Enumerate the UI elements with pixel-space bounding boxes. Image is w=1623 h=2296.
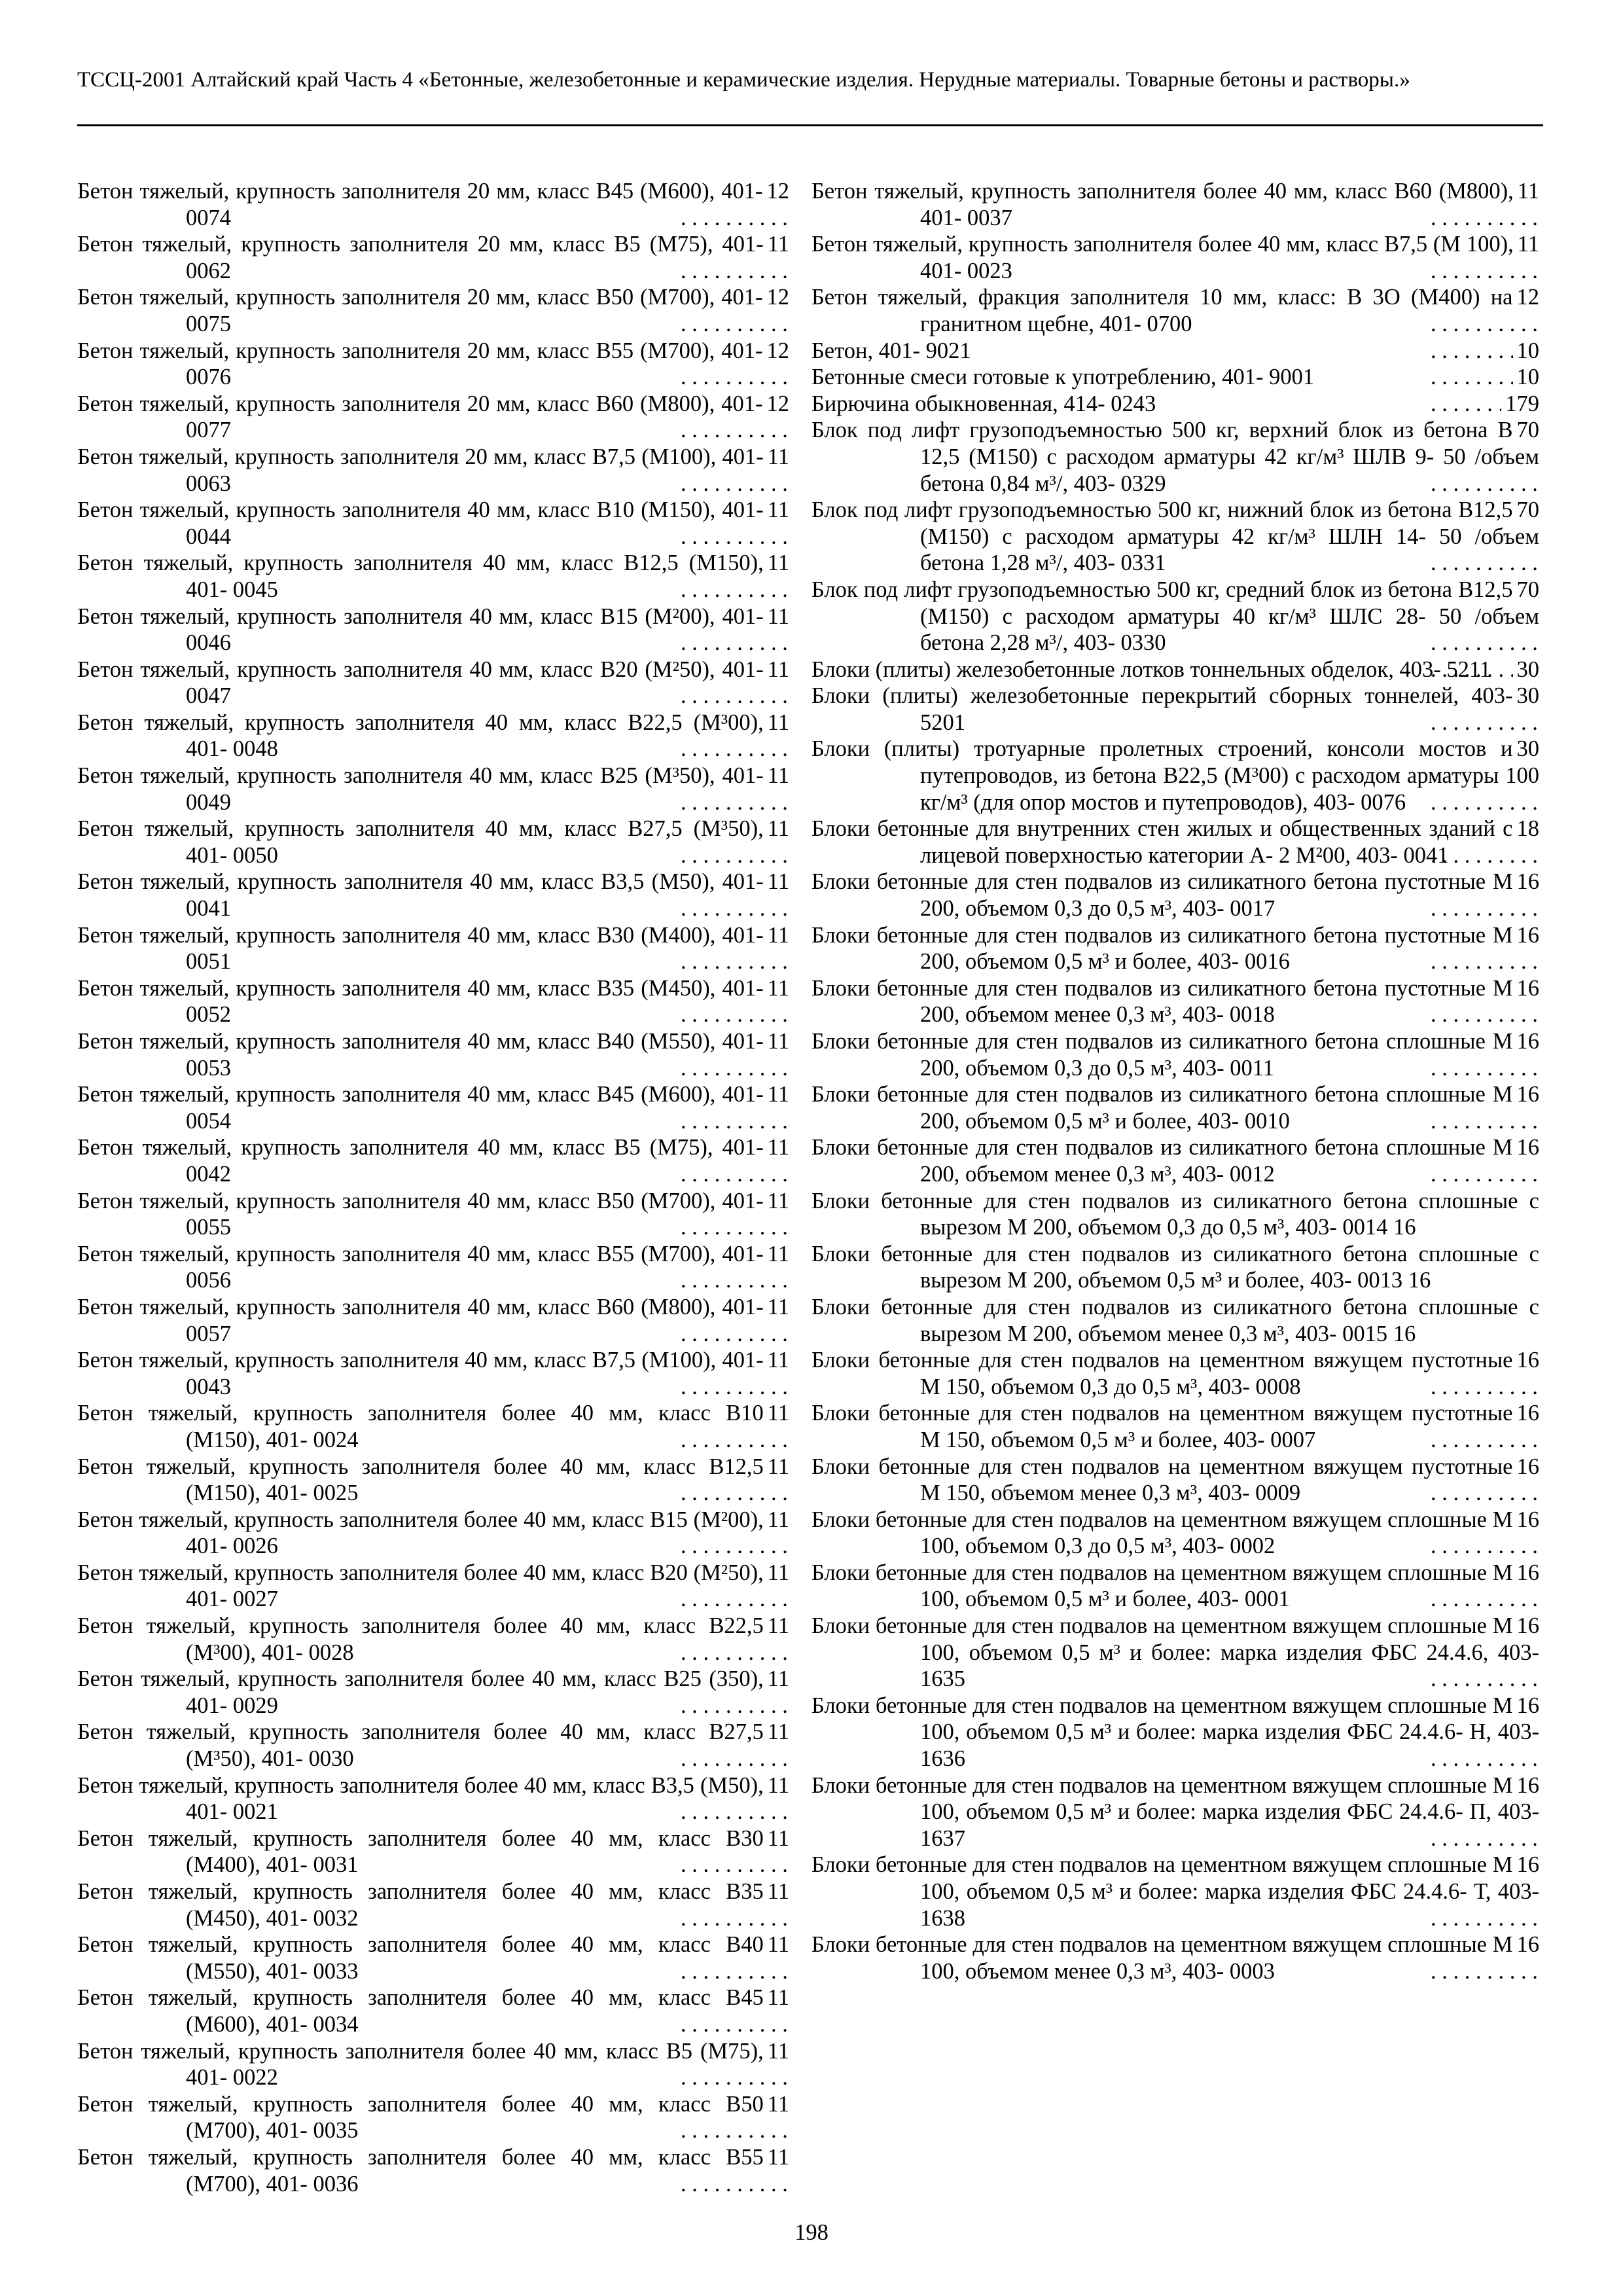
index-entry-page: 16 [1513,922,1540,949]
index-entry-text: Бетон тяжелый, крупность заполнителя более 40 мм, класс В15 (М²00), 401- 0026 [77,1507,764,1559]
index-entry [77,444,789,497]
index-entry-text: Блоки бетонные для стен подвалов из силикатного бетона сплошные М 200, объемом менее 0,3 м³, 403- 0012 [812,1135,1513,1187]
index-column-right [812,178,1539,1984]
index-entry-page: 16 [1513,1931,1540,1958]
index-entry [77,709,789,762]
index-entry [812,391,1539,418]
index-entry [77,1666,789,1719]
index-entry-text: Бетон тяжелый, крупность заполнителя 40 мм, класс В30 (М400), 401- 0051 [77,922,764,975]
index-entry-page: 11 [764,922,789,949]
index-entry [77,2144,789,2197]
index-entry-page: 12 [763,178,790,205]
index-entry [812,1560,1539,1613]
index-entry-text: Бетон тяжелый, крупность заполнителя более 40 мм, класс В5 (М75), 401- 0022 [77,2038,764,2090]
index-entry [77,1560,789,1613]
index-entry-page: 12 [763,338,790,365]
index-entry-text: Бетон тяжелый, крупность заполнителя 40 мм, класс В55 (М700), 401- 0056 [77,1241,764,1293]
index-entry [812,577,1539,656]
index-entry [77,922,789,975]
index-entry-page: 16 [1513,1613,1540,1640]
index-entry [77,1400,789,1453]
index-entry [812,364,1539,391]
index-entry-text: Блоки бетонные для стен подвалов из силикатного бетона пустотные М 200, объемом 0,3 до 0,5 м³, 403- 0017 [812,869,1513,922]
index-entry-text: Бетон тяжелый, крупность заполнителя 40 мм, класс В5 (М75), 401- 0042 [77,1135,764,1187]
index-entry-text: Бетон тяжелый, крупность заполнителя 40 мм, класс В15 (М²00), 401- 0046 [77,603,764,656]
index-entry [812,497,1539,577]
index-entry-text: Бетон тяжелый, крупность заполнителя более 40 мм, класс В50 (М700), 401- 0035 [77,2091,764,2144]
index-entry-text: Блоки (плиты) тротуарные пролетных строений, консоли мостов и путепроводов, из бетона В22,5 (М³00) с расходом арматуры 100 кг/м³ (для опор мостов и путепроводов), 403- 0076 [812,736,1539,815]
index-entry-page: 12 [763,391,790,418]
index-entry [812,736,1539,816]
index-entry-page: 11 [764,1241,789,1268]
index-entry-page: 11 [1514,231,1539,258]
index-entry [77,231,789,284]
index-entry [77,1454,789,1507]
index-entry [77,656,789,709]
index-entry [77,550,789,603]
index-entry-page: 11 [764,1825,789,1852]
index-entry-page: 11 [764,1134,789,1161]
index-entry [812,417,1539,497]
index-entry-text: Блоки бетонные для стен подвалов из силикатного бетона сплошные М 200, объемом 0,3 до 0,5 м³, 403- 0011 [812,1029,1513,1081]
index-entry-page: 11 [764,1666,789,1693]
index-entry [812,231,1539,284]
index-entry-text: Бетон тяжелый, крупность заполнителя более 40 мм, класс В3,5 (М50), 401- 0021 [77,1772,764,1825]
index-entry-text: Бетон тяжелый, крупность заполнителя более 40 мм, класс В7,5 (М 100), 401- 0023 [812,232,1514,283]
index-entry-page: 11 [764,869,789,895]
index-entry [77,1613,789,1666]
index-entry-text: Бетон тяжелый, крупность заполнителя более 40 мм, класс В40 (М550), 401- 0033 [77,1932,764,1984]
index-entry-page: 11 [764,1454,789,1480]
index-entry-page: 11 [764,231,789,258]
index-entry-page: 11 [764,1028,789,1055]
index-entry [812,1693,1539,1772]
index-entry [77,1984,789,2037]
index-entry-page: 16 [1513,1852,1540,1878]
index-entry-text: Бетон тяжелый, крупность заполнителя 20 мм, класс В5 (М75), 401- 0062 [77,232,764,283]
index-entry-page: 11 [764,1984,789,2011]
index-entry-text: Бетон тяжелый, крупность заполнителя 20 мм, класс В45 (М600), 401- 0074 [77,179,763,230]
index-entry-text: Бетон тяжелый, крупность заполнителя 40 мм, класс В7,5 (М100), 401- 0043 [77,1348,764,1399]
index-entry [812,1347,1539,1400]
index-entry [77,603,789,656]
index-entry-text: Бетон тяжелый, крупность заполнителя 40 мм, класс В45 (М600), 401- 0054 [77,1082,764,1134]
index-entry [77,1347,789,1400]
index-entry-text: Бетон тяжелый, крупность заполнителя более 40 мм, класс В27,5 (М³50), 401- 0030 [77,1719,764,1772]
index-entry-page: 16 [1513,1400,1540,1427]
index-entry-text: Бетонные смеси готовые к употреблению, 401- 9001 [812,365,1318,389]
index-entry-text: Бетон тяжелый, крупность заполнителя более 40 мм, класс В25 (350), 401- 0029 [77,1666,764,1718]
index-entry-page: 11 [764,2038,789,2065]
index-entry [77,2038,789,2091]
index-entry-page: 11 [764,497,789,524]
index-entry-text: Блок под лифт грузоподъемностью 500 кг, нижний блок из бетона В12,5 (М150) с расходом арматуры 42 кг/м³ ШЛН 14- 50 /объем бетона 1,28 м³/, 403- 0331 [812,497,1539,576]
index-entry-page: 11 [764,1772,789,1799]
index-entry [812,656,1539,683]
index-entry-text: Бетон тяжелый, крупность заполнителя 20 мм, класс В50 (М700), 401- 0075 [77,285,763,336]
index-entry [77,869,789,922]
index-entry-page: 70 [1513,497,1540,524]
index-entry-text: Бетон тяжелый, крупность заполнителя 40 мм, класс В10 (М150), 401- 0044 [77,497,764,549]
index-entry-text: Бетон тяжелый, крупность заполнителя более 40 мм, класс В35 (М450), 401- 0032 [77,1879,764,1931]
index-entry-page: 10 [1513,338,1540,365]
index-entry-text: Бетон тяжелый, крупность заполнителя более 40 мм, класс В22,5 (М³00), 401- 0028 [77,1613,764,1665]
index-entry-page: 11 [764,2091,789,2118]
index-entry [812,1188,1539,1241]
index-entry-text: Блоки бетонные для стен подвалов на цементном вяжущем сплошные М 100, объемом 0,3 до 0,5 м³, 403- 0002 [812,1507,1513,1559]
index-entry [77,1028,789,1081]
index-entry-page: 30 [1513,736,1540,762]
index-entry-text: Блоки бетонные для стен подвалов на цементном вяжущем сплошные М 100, объемом 0,5 м³ и более: марка изделия ФБС 24.4.6, 403- 1635 [812,1613,1539,1692]
index-entry [77,762,789,816]
index-entry-page: 179 [1501,391,1539,418]
index-entry-page: 16 [1513,975,1540,1002]
index-entry [77,338,789,391]
index-entry-text: Блоки бетонные для стен подвалов на цементном вяжущем сплошные М 100, объемом 0,5 м³ и более: марка изделия ФБС 24.4.6- Т, 403- 1638 [812,1852,1539,1931]
index-entry-text: Бетон тяжелый, крупность заполнителя 40 мм, класс В22,5 (М³00), 401- 0048 [77,709,764,762]
index-entry-text: Бетон тяжелый, крупность заполнителя 20 мм, класс В7,5 (М100), 401- 0063 [77,444,764,496]
index-entry-text: Блоки бетонные для стен подвалов из силикатного бетона сплошные М 200, объемом 0,5 м³ и более, 403- 0010 [812,1082,1513,1134]
index-entry-text: Бетон тяжелый, фракция заполнителя 10 мм, класс: В 3О (М400) на гранитном щебне, 401- 0700 [812,285,1513,336]
index-entry-text: Блоки бетонные для стен подвалов на цементном вяжущем пустотные М 150, объемом менее 0,3 м³, 403- 0009 [812,1454,1513,1506]
index-entry-text: Бетон тяжелый, крупность заполнителя более 40 мм, класс В60 (М800), 401- 0037 [812,179,1514,230]
index-entry [812,1294,1539,1347]
index-entry-text: Блоки бетонные для стен подвалов из силикатного бетона сплошные с вырезом М 200, объемом менее 0,3 м³, 403- 0015 16 [812,1294,1539,1346]
index-entry-page: 11 [764,1347,789,1374]
index-entry-page: 11 [764,550,789,577]
index-entry-page: 16 [1513,1347,1540,1374]
index-entry-page: 30 [1513,656,1540,683]
header-rule [77,124,1543,126]
index-entry-page: 11 [1514,178,1539,205]
index-entry-text: Бетон тяжелый, крупность заполнителя более 40 мм, класс В12,5 (М150), 401- 0025 [77,1454,764,1506]
index-entry [812,1081,1539,1134]
index-entry [812,338,1539,365]
index-entry-page: 11 [764,1560,789,1587]
index-entry-page: 18 [1513,816,1540,842]
index-entry-page: 11 [764,1613,789,1640]
index-entry [812,1507,1539,1560]
index-entry [77,1294,789,1347]
index-entry-text: Блок под лифт грузоподъемностью 500 кг, верхний блок из бетона В 12,5 (М150) с расходом арматуры 42 кг/м³ ШЛВ 9- 50 /объем бетона 0,84 м³/, 403- 0329 [812,418,1539,496]
index-entry-text: Бетон тяжелый, крупность заполнителя 40 мм, класс В25 (М³50), 401- 0049 [77,763,764,815]
index-entry-page: 11 [764,1400,789,1427]
index-entry-page: 11 [764,975,789,1002]
index-entry-text: Блоки бетонные для стен подвалов на цементном вяжущем сплошные М 100, объемом 0,5 м³ и более, 403- 0001 [812,1560,1513,1612]
index-entry [812,1028,1539,1081]
index-entry [77,1719,789,1772]
index-entry-page: 10 [1513,364,1540,391]
index-entry-text: Бетон тяжелый, крупность заполнителя 20 мм, класс В55 (М700), 401- 0076 [77,338,763,390]
index-entry-text: Блоки бетонные для стен подвалов на цементном вяжущем сплошные М 100, объемом менее 0,3 м³, 403- 0003 [812,1932,1513,1984]
index-entry-text: Бетон тяжелый, крупность заполнителя более 40 мм, класс В45 (М600), 401- 0034 [77,1985,764,2037]
index-entry [77,1188,789,1241]
index-entry-text: Бетон тяжелый, крупность заполнителя 40 мм, класс В3,5 (М50), 401- 0041 [77,869,764,922]
index-entry-text: Бетон тяжелый, крупность заполнителя более 40 мм, класс В55 (М700), 401- 0036 [77,2144,764,2197]
index-entry-page: 16 [1513,1081,1540,1108]
index-entry [812,1134,1539,1187]
index-entry-text: Бетон тяжелый, крупность заполнителя 40 мм, класс В35 (М450), 401- 0052 [77,975,764,1028]
index-entry-text: Бетон, 401- 9021 [812,338,975,363]
index-entry-page: 11 [764,762,789,789]
running-header: ТССЦ-2001 Алтайский край Часть 4 «Бетонные, железобетонные и керамические изделия. Нерудные материалы. Товарные бетоны и растворы.» [77,68,1410,92]
index-entry [77,1507,789,1560]
index-entry [812,1241,1539,1294]
index-entry [77,1931,789,1984]
index-entry [812,284,1539,337]
index-entry [812,922,1539,975]
index-entry-page: 11 [764,444,789,471]
index-entry-text: Блоки бетонные для стен подвалов на цементном вяжущем сплошные М 100, объемом 0,5 м³ и более: марка изделия ФБС 24.4.6- П, 403- 1637 [812,1772,1539,1851]
index-entry-page: 16 [1513,1454,1540,1480]
page-number: 198 [794,2220,829,2245]
index-entry-text: Бетон тяжелый, крупность заполнителя более 40 мм, класс В30 (М400), 401- 0031 [77,1825,764,1878]
index-entry-page: 11 [764,1294,789,1321]
index-entry-page: 11 [764,2144,789,2171]
index-entry-page: 11 [764,1507,789,1534]
index-entry [77,975,789,1028]
index-entry [812,816,1539,869]
index-entry-text: Блоки бетонные для внутренних стен жилых и общественных зданий с лицевой поверхностью категории А- 2 М²00, 403- 0041 [812,816,1513,868]
index-entry-text: Блоки бетонные для стен подвалов на цементном вяжущем пустотные М 150, объемом 0,5 м³ и более, 403- 0007 [812,1401,1513,1452]
index-entry [77,816,789,869]
index-entry-text: Блоки бетонные для стен подвалов на цементном вяжущем сплошные М 100, объемом 0,5 м³ и более: марка изделия ФБС 24.4.6- Н, 403- 1636 [812,1693,1539,1772]
index-entry [77,497,789,550]
index-column-left [77,178,789,2197]
index-entry-text: Блок под лифт грузоподъемностью 500 кг, средний блок из бетона В12,5 (М150) с расходом арматуры 40 кг/м³ ШЛС 28- 50 /объем бетона 2,28 м³/, 403- 0330 [812,577,1539,656]
index-entry [812,683,1539,736]
index-entry [77,178,789,231]
index-entry-page: 11 [764,709,789,736]
index-entry-text: Бетон тяжелый, крупность заполнителя 20 мм, класс В60 (М800), 401- 0077 [77,391,763,443]
index-entry-text: Блоки бетонные для стен подвалов из силикатного бетона сплошные с вырезом М 200, объемом 0,5 м³ и более, 403- 0013 16 [812,1241,1539,1293]
index-entry-page: 16 [1513,1693,1540,1719]
index-entry-page: 30 [1513,683,1540,709]
index-entry-text: Блоки (плиты) железобетонные лотков тоннельных обделок, 403- 5211 [812,657,1495,682]
index-entry-page: 16 [1513,1507,1540,1534]
index-entry-page: 16 [1513,1134,1540,1161]
index-entry-page: 16 [1513,1028,1540,1055]
index-entry [77,1081,789,1134]
index-entry-text: Блоки бетонные для стен подвалов из силикатного бетона пустотные М 200, объемом менее 0,3 м³, 403- 0018 [812,975,1513,1028]
index-entry-page: 11 [764,1081,789,1108]
index-entry-text: Бетон тяжелый, крупность заполнителя 40 мм, класс В12,5 (М150), 401- 0045 [77,550,764,602]
index-entry-text: Бетон тяжелый, крупность заполнителя 40 мм, класс В60 (М800), 401- 0057 [77,1294,764,1346]
index-entry [77,1134,789,1187]
index-entry [77,1772,789,1825]
index-entry [812,869,1539,922]
index-entry [77,1825,789,1878]
index-entry [77,284,789,337]
index-entry-page: 70 [1513,577,1540,603]
index-entry-page: 12 [1513,284,1540,311]
index-entry [77,1241,789,1294]
index-entry-text: Блоки бетонные для стен подвалов из силикатного бетона пустотные М 200, объемом 0,5 м³ и более, 403- 0016 [812,922,1513,975]
index-entry [812,1400,1539,1453]
index-entry [812,1613,1539,1693]
index-entry-text: Блоки (плиты) железобетонные перекрытий сборных тоннелей, 403- 5201 [812,683,1513,735]
index-entry [812,178,1539,231]
index-entry [77,391,789,444]
index-entry-text: Бетон тяжелый, крупность заполнителя 40 мм, класс В50 (М700), 401- 0055 [77,1188,764,1240]
index-entry [812,1852,1539,1931]
index-entry [812,1931,1539,1984]
index-entry-page: 12 [763,284,790,311]
index-entry-text: Блоки бетонные для стен подвалов на цементном вяжущем пустотные М 150, объемом 0,3 до 0,5 м³, 403- 0008 [812,1348,1513,1399]
index-entry-page: 16 [1513,1560,1540,1587]
index-entry-text: Бетон тяжелый, крупность заполнителя более 40 мм, класс В10 (М150), 401- 0024 [77,1401,764,1452]
index-entry [812,1454,1539,1507]
index-entry-page: 16 [1513,1772,1540,1799]
index-entry-page: 11 [764,603,789,630]
index-entry-page: 70 [1513,417,1540,444]
index-entry-page: 11 [764,1719,789,1746]
index-entry-text: Бетон тяжелый, крупность заполнителя 40 мм, класс В20 (М²50), 401- 0047 [77,656,764,709]
index-entry-text: Бирючина обыкновенная, 414- 0243 [812,391,1160,416]
index-entry [77,1878,789,1931]
index-entry-text: Бетон тяжелый, крупность заполнителя 40 мм, класс В27,5 (М³50), 401- 0050 [77,816,764,868]
index-entry-text: Блоки бетонные для стен подвалов из силикатного бетона сплошные с вырезом М 200, объемом 0,3 до 0,5 м³, 403- 0014 16 [812,1188,1539,1240]
index-entry-page: 11 [764,816,789,842]
index-entry [812,975,1539,1028]
index-entry [77,2091,789,2144]
index-entry-page: 16 [1513,869,1540,895]
index-entry-text: Бетон тяжелый, крупность заполнителя 40 мм, класс В40 (М550), 401- 0053 [77,1029,764,1081]
index-entry-page: 11 [764,656,789,683]
index-entry [812,1772,1539,1852]
index-entry-page: 11 [764,1931,789,1958]
index-entry-page: 11 [764,1878,789,1905]
index-entry-text: Бетон тяжелый, крупность заполнителя более 40 мм, класс В20 (М²50), 401- 0027 [77,1560,764,1612]
index-entry-page: 11 [764,1188,789,1215]
